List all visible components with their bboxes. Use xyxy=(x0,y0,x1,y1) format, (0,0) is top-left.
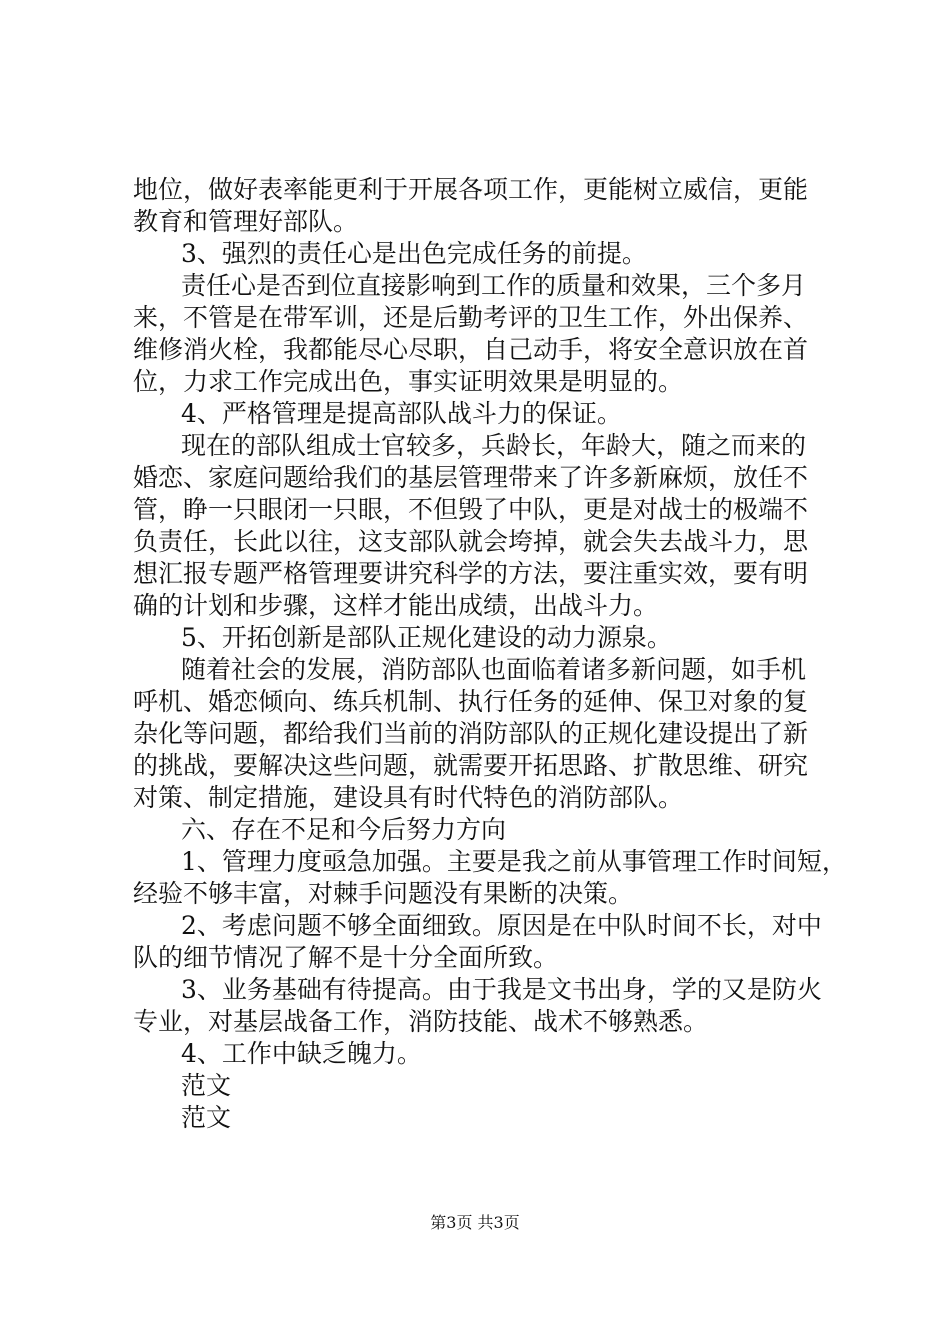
text-line: 3、业务基础有待提高。由于我是文书出身，学的又是防火 xyxy=(181,975,822,1004)
text-line: 想汇报专题严格管理要讲究科学的方法，要注重实效，要有明 xyxy=(133,559,809,588)
document-body xyxy=(133,174,847,1134)
text-line: 4、工作中缺乏魄力。 xyxy=(181,1039,422,1068)
text-line: 呼机、婚恋倾向、练兵机制、执行任务的延伸、保卫对象的复 xyxy=(133,687,809,716)
text-line: 的挑战，要解决这些问题，就需要开拓思路、扩散思维、研究 xyxy=(133,751,809,780)
text-line: 杂化等问题，都给我们当前的消防部队的正规化建设提出了新 xyxy=(133,719,809,748)
text-line: 地位，做好表率能更利于开展各项工作，更能树立威信，更能 xyxy=(133,175,809,204)
text-line: 队的细节情况了解不是十分全面所致。 xyxy=(133,943,559,972)
text-line: 教育和管理好部队。 xyxy=(133,207,359,236)
text-line: 负责任，长此以往，这支部队就会垮掉，就会失去战斗力，思 xyxy=(133,527,809,556)
text-line: 确的计划和步骤，这样才能出成绩，出战斗力。 xyxy=(133,591,659,620)
text-line: 随着社会的发展，消防部队也面临着诸多新问题，如手机 xyxy=(181,655,807,684)
text-line: 4、严格管理是提高部队战斗力的保证。 xyxy=(181,399,622,428)
page-footer: 第3页 共3页 xyxy=(430,1213,520,1232)
text-line: 3、强烈的责任心是出色完成任务的前提。 xyxy=(181,239,647,268)
text-line: 专业，对基层战备工作，消防技能、战术不够熟悉。 xyxy=(133,1007,709,1036)
text-line: 现在的部队组成士官较多，兵龄长，年龄大，随之而来的 xyxy=(181,431,807,460)
text-line: 位，力求工作完成出色，事实证明效果是明显的。 xyxy=(133,367,684,396)
text-line: 对策、制定措施，建设具有时代特色的消防部队。 xyxy=(133,783,684,812)
text-line: 维修消火栓，我都能尽心尽职，自己动手，将安全意识放在首 xyxy=(133,335,809,364)
text-line: 六、存在不足和今后努力方向 xyxy=(181,815,507,844)
text-line: 1、管理力度亟急加强。主要是我之前从事管理工作时间短， xyxy=(181,847,847,876)
text-line: 5、开拓创新是部队正规化建设的动力源泉。 xyxy=(181,623,672,652)
text-line: 责任心是否到位直接影响到工作的质量和效果，三个多月 xyxy=(181,271,807,300)
text-line: 来，不管是在带军训，还是后勤考评的卫生工作，外出保养、 xyxy=(133,303,809,332)
text-line: 2、考虑问题不够全面细致。原因是在中队时间不长，对中 xyxy=(181,911,822,940)
text-line: 范文 xyxy=(181,1103,232,1132)
text-line: 范文 xyxy=(181,1071,232,1100)
text-line: 婚恋、家庭问题给我们的基层管理带来了许多新麻烦，放任不 xyxy=(133,463,809,492)
text-line: 管，睁一只眼闭一只眼，不但毁了中队，更是对战士的极端不 xyxy=(133,495,809,524)
text-line: 经验不够丰富，对棘手问题没有果断的决策。 xyxy=(133,879,634,908)
